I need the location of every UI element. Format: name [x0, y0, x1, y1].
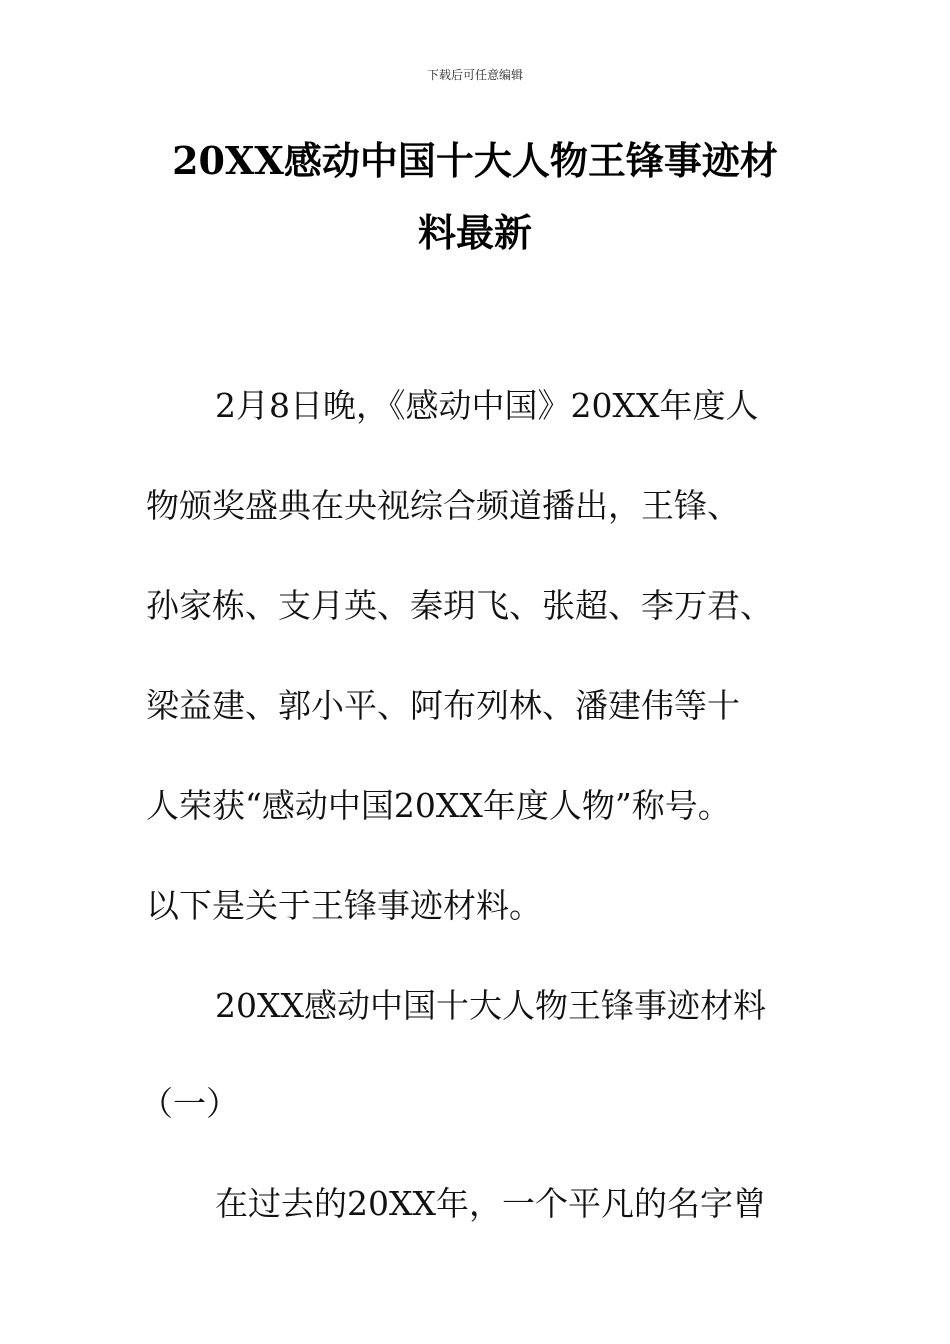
- paragraph-line: 孙家栋、支月英、秦玥飞、张超、李万君、: [146, 586, 773, 625]
- section-heading: 20XX感动中国十大人物王锋事迹材料: [215, 986, 766, 1025]
- section-number: （一）: [140, 1084, 239, 1123]
- header-note: 下载后可任意编辑: [426, 68, 523, 82]
- document-title-line-1: 20XX感动中国十大人物王锋事迹材: [172, 138, 778, 183]
- paragraph-line: 在过去的20XX年，一个平凡的名字曾: [215, 1184, 766, 1223]
- paragraph-line: 以下是关于王锋事迹材料。: [146, 886, 542, 925]
- paragraph-line: 人荣获“感动中国20XX年度人物”称号。: [146, 786, 731, 825]
- paragraph-line: 2月8日晚，《感动中国》20XX年度人: [215, 386, 759, 425]
- document-title-line-2: 料最新: [417, 210, 532, 255]
- paragraph-line: 物颁奖盛典在央视综合频道播出，王锋、: [146, 486, 740, 525]
- paragraph-line: 梁益建、郭小平、阿布列林、潘建伟等十: [146, 686, 740, 725]
